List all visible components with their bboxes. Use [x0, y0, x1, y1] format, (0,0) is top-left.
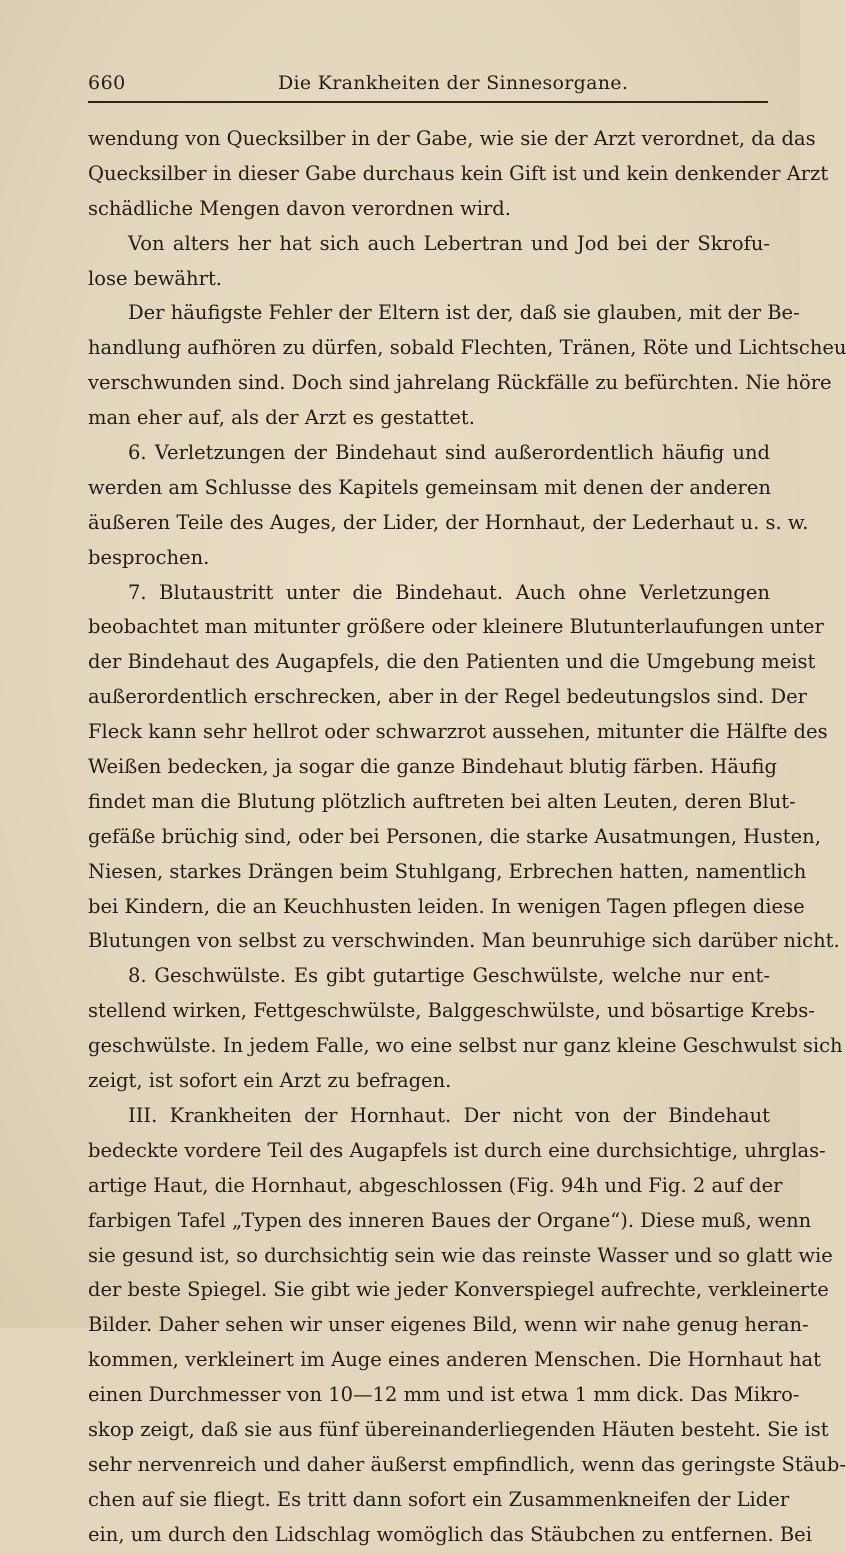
- text-line: kommen, verkleinert im Auge eines anderen Menschen. Die Hornhaut hat: [88, 1348, 821, 1372]
- text-line: werden am Schlusse des Kapitels gemeinsam mit denen der anderen: [88, 475, 771, 499]
- text-line: findet man die Blutung plötzlich auftreten bei alten Leuten, deren Blut-: [88, 789, 796, 813]
- text-line: zeigt, ist sofort ein Arzt zu befragen.: [88, 1069, 452, 1093]
- text-line: Niesen, starkes Drängen beim Stuhlgang, Erbrechen hatten, namentlich: [88, 859, 807, 883]
- text-line: schädliche Mengen davon verordnen wird.: [88, 196, 511, 220]
- text-line: Quecksilber in dieser Gabe durchaus kein Gift ist und kein denkender Arzt: [88, 161, 829, 185]
- text-line: verschwunden sind. Doch sind jahrelang Rückfälle zu befürchten. Nie höre: [88, 371, 832, 395]
- text-line: artige Haut, die Hornhaut, abgeschlossen (Fig. 94h und Fig. 2 auf der: [88, 1173, 783, 1197]
- text-line: farbigen Tafel „Typen des inneren Baues der Organe“). Diese muß, wenn: [88, 1208, 812, 1232]
- body-text: [88, 122, 846, 1553]
- text-line: 6. Verletzungen der Bindehaut sind außerordentlich häufig und: [128, 441, 770, 465]
- text-line: gefäße brüchig sind, oder bei Personen, die starke Ausatmungen, Husten,: [88, 824, 821, 848]
- text-line: äußeren Teile des Auges, der Lider, der Hornhaut, der Lederhaut u. s. w.: [88, 510, 809, 534]
- text-line: Der häufigste Fehler der Eltern ist der, daß sie glauben, mit der Be-: [128, 301, 800, 325]
- text-line: III. Krankheiten der Hornhaut. Der nicht von der Bindehaut: [128, 1103, 770, 1127]
- text-line: geschwülste. In jedem Falle, wo eine selbst nur ganz kleine Geschwulst sich: [88, 1034, 843, 1058]
- text-line: besprochen.: [88, 545, 210, 569]
- text-line: stellend wirken, Fettgeschwülste, Balggeschwülste, und bösartige Krebs-: [88, 999, 815, 1023]
- text-line: chen auf sie fliegt. Es tritt dann sofort ein Zusammenkneifen der Lider: [88, 1487, 790, 1511]
- text-line: wendung von Quecksilber in der Gabe, wie sie der Arzt verordnet, da das: [88, 127, 816, 150]
- page-number: 660: [88, 72, 126, 94]
- text-line: man eher auf, als der Arzt es gestattet.: [88, 406, 475, 430]
- text-line: einen Durchmesser von 10—12 mm und ist etwa 1 mm dick. Das Mikro-: [88, 1383, 800, 1407]
- text-line: Weißen bedecken, ja sogar die ganze Bindehaut blutig färben. Häufig: [88, 755, 777, 779]
- text-line: 7. Blutaustritt unter die Bindehaut. Auch ohne Verletzungen: [128, 580, 770, 604]
- text-line: sehr nervenreich und daher äußerst empfindlich, wenn das geringste Stäub-: [88, 1452, 846, 1476]
- text-line: skop zeigt, daß sie aus fünf übereinanderliegenden Häuten besteht. Sie ist: [88, 1417, 829, 1441]
- text-line: Von alters her hat sich auch Lebertran und Jod bei der Skrofu-: [128, 231, 770, 255]
- text-line: der beste Spiegel. Sie gibt wie jeder Konverspiegel aufrechte, verkleinerte: [88, 1278, 829, 1302]
- text-line: lose bewährt.: [88, 266, 222, 290]
- text-line: der Bindehaut des Augapfels, die den Patienten und die Umgebung meist: [88, 650, 816, 674]
- page-header: [88, 70, 768, 102]
- header-rule: [88, 101, 768, 103]
- text-line: beobachtet man mitunter größere oder kleinere Blutunterlaufungen unter: [88, 615, 824, 639]
- text-line: Blutungen von selbst zu verschwinden. Man beunruhige sich darüber nicht.: [88, 929, 840, 953]
- text-line: außerordentlich erschrecken, aber in der Regel bedeutungslos sind. Der: [88, 685, 807, 709]
- text-line: Fleck kann sehr hellrot oder schwarzrot aussehen, mitunter die Hälfte des: [88, 720, 828, 744]
- text-line: handlung aufhören zu dürfen, sobald Flechten, Tränen, Röte und Lichtscheu: [88, 336, 846, 360]
- text-line: bedeckte vordere Teil des Augapfels ist durch eine durchsichtige, uhrglas-: [88, 1138, 826, 1162]
- running-title: Die Krankheiten der Sinnesorgane.: [278, 72, 629, 94]
- text-line: ein, um durch den Lidschlag womöglich das Stäubchen zu entfernen. Bei: [88, 1522, 812, 1546]
- text-line: sie gesund ist, so durchsichtig sein wie das reinste Wasser und so glatt wie: [88, 1243, 833, 1267]
- text-line: 8. Geschwülste. Es gibt gutartige Geschwülste, welche nur ent-: [128, 964, 770, 988]
- text-line: Bilder. Daher sehen wir unser eigenes Bild, wenn wir nahe genug heran-: [88, 1313, 809, 1337]
- text-line: bei Kindern, die an Keuchhusten leiden. In wenigen Tagen pflegen diese: [88, 894, 805, 918]
